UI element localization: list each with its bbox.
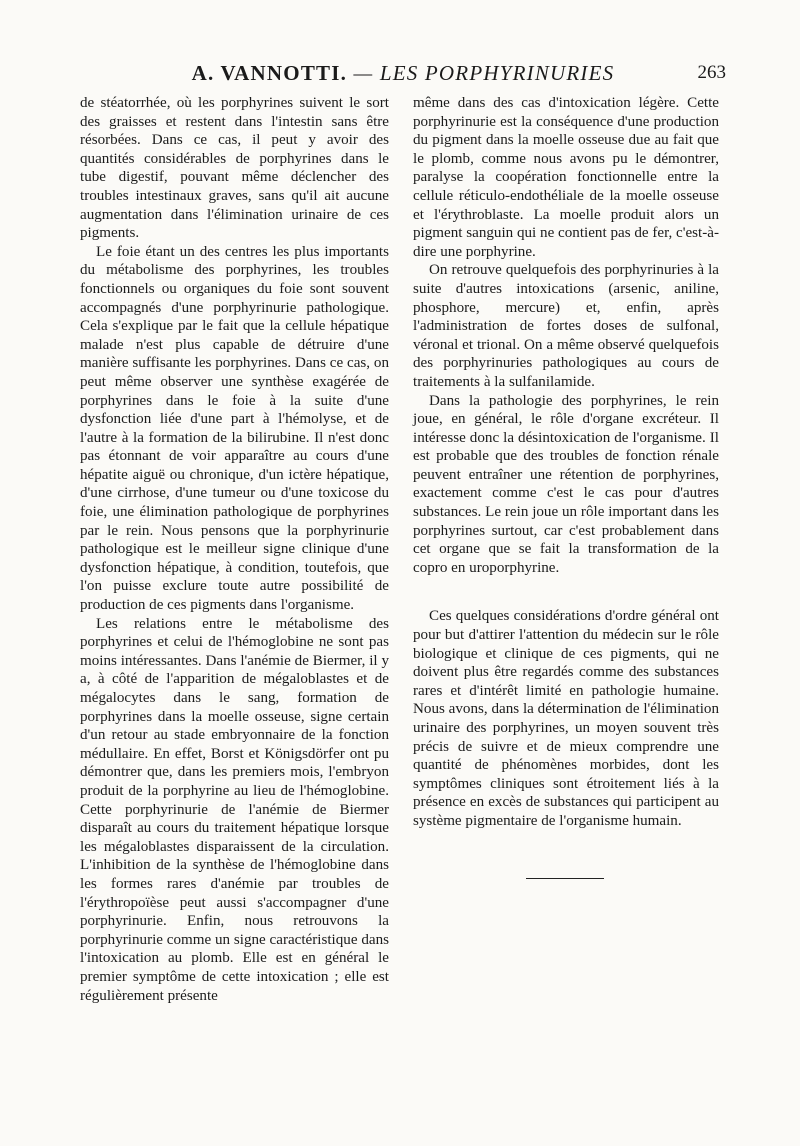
paragraph: même dans des cas d'intoxication légère. Cette porphyrinurie est la conséquence d'une production du pigment dans la moelle osseuse due au fait que le plomb, comme nous avons pu le démontrer, paralyse la coopération fonctionnelle entre la cellule réticulo-endothéliale de la moelle osseuse et l'érythroblaste. La moelle produit alors un pigment sanguin qui ne contient pas de fer, c'est-à-dire une porphyrine.: [413, 95, 719, 260]
paragraph: Les relations entre le métabolisme des porphyrines et celui de l'hémoglobine ne sont pas moins intéressantes. Dans l'anémie de Biermer, il y a, à côté de l'apparition de mégaloblastes et de mégalocytes dans le sang, formation de porphyrines dans la moelle osseuse, signe certain d'un retour au stade embryonnaire de la fonction médullaire. En effet, Borst et Königsdörfer ont pu démontrer que, dans les premiers mois, l'embryon produit de la porphyrine au lieu de l'hémoglobine. Cette porphyrinurie de l'anémie de Biermer disparaît au cours du traitement hépatique lorsque les mégaloblastes disparaissent de la circulation. L'inhibition de la synthèse de l'hémoglobine dans les formes rares d'anémie par troubles de l'érythropoïèse peut aussi s'accompagner d'une porphyrinurie. Enfin, nous retrouvons la porphyrinurie comme un signe caractéristique dans l'intoxication au plomb. Elle est en général le premier symptôme de cette intoxication ; elle est régulièrement présente: [80, 615, 389, 1004]
header-title: LES PORPHYRINURIES: [379, 61, 615, 85]
paragraph: On retrouve quelquefois des porphyrinuries à la suite d'autres intoxications (arsenic, aniline, phosphore, mercure) et, enfin, après l'administration de fortes doses de sulfonal, véronal et trional. On a même observé quelquefois des porphyrinuries pathologiques au cours de traitements à la sulfanilamide.: [413, 262, 719, 390]
paragraph: Ces quelques considérations d'ordre général ont pour but d'attirer l'attention du médecin sur le rôle biologique et clinique de ces pigments, qui ne doivent plus être regardés comme des substances rares et d'intérêt limité en pathologie humaine. Nous avons, dans la détermination de l'élimination urinaire des porphyrines, un moyen souvent très précis de suivre et de mieux comprendre une quantité de phénomènes morbides, dont les symptômes cliniques sont étroitement liés à la présence en excès de substances qui participent au système pigmentaire de l'organisme humain.: [413, 608, 719, 829]
end-rule: [526, 878, 604, 879]
header-separator: —: [353, 61, 374, 85]
section-gap: [413, 577, 719, 607]
paragraph: Dans la pathologie des porphyrines, le rein joue, en général, le rôle d'organe excréteur. Il intéresse donc la désintoxication de l'organisme. Il est probable que des troubles de fonction rénale peuvent entraîner une rétention de porphyrines, exactement comme c'est le cas pour d'autres substances. Le rein joue un rôle important dans les porphyrines surtout, car c'est probablement dans cet organe que se fait la transformation de la copro en uroporphyrine.: [413, 392, 719, 576]
right-column: [413, 94, 719, 831]
header-author: A. VANNOTTI.: [191, 61, 348, 85]
running-head-text: [80, 58, 726, 88]
paragraph: Le foie étant un des centres les plus importants du métabolisme des porphyrines, les troubles fonctionnels ou organiques du foie sont souvent accompagnés d'une porphyrinurie pathologique. Cela s'explique par le fait que la cellule hépatique malade n'est plus capable de détruire d'une manière suffisante les porphyrines. Dans ce cas, on peut même observer une synthèse exagérée de porphyrines dans le foie à la suite d'une dysfonction liée d'une part à l'hémolyse, et de l'autre à la formation de la bilirubine. Il n'est donc pas étonnant de voir apparaître au cours d'une hépatite aiguë ou chronique, d'un ictère hépatique, d'une cirrhose, d'une tumeur ou d'une toxicose du foie, une élimination pathologique de porphyrines par le rein. Nous pensons que la porphyrinurie pathologique est le meilleur signe clinique d'une dysfonction hépatique, à condition, toutefois, que l'on puisse exclure toute autre possibilité de production de ces pigments dans l'organisme.: [80, 243, 389, 614]
left-column: [80, 94, 389, 1005]
page-number: 263: [697, 62, 726, 83]
paragraph: de stéatorrhée, où les porphyrines suivent le sort des graisses et restent dans l'intestin sans être résorbées. Dans ce cas, il peut y avoir des quantités considérables de porphyrines dans le tube digestif, pouvant même déclencher des troubles intestinaux graves, sans qu'il ait aucune augmentation dans l'élimination urinaire de ces pigments.: [80, 95, 389, 242]
running-header: [80, 58, 726, 88]
